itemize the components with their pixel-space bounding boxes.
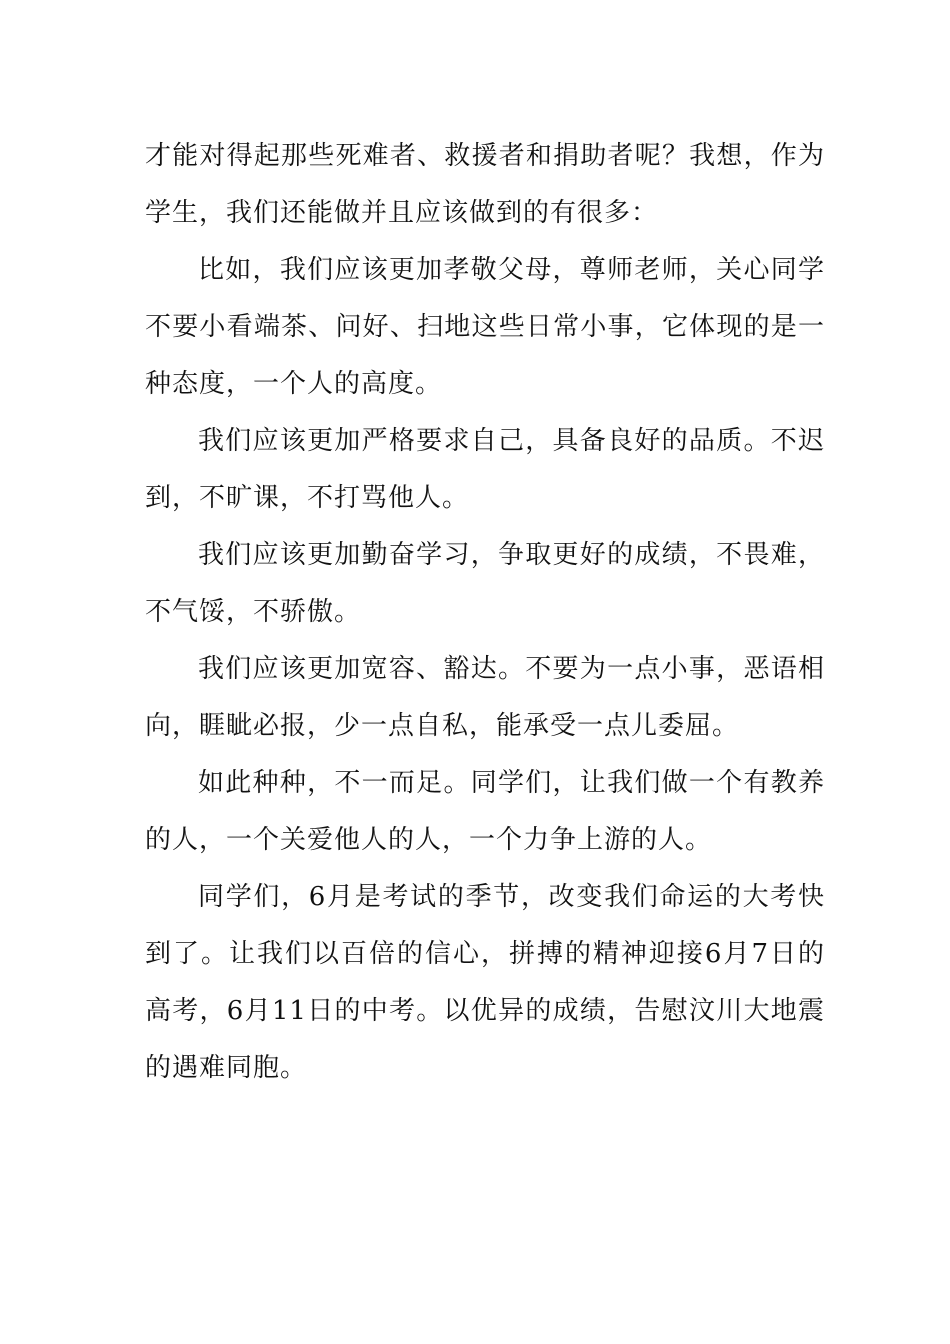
paragraph-exams: 同学们，6月是考试的季节，改变我们命运的大考快到了。让我们以百倍的信心，拼搏的精神迎接6月7日的高考，6月11日的中考。以优异的成绩，告慰汶川大地震的遇难同胞。 <box>145 882 825 1083</box>
paragraph-summary: 如此种种，不一而足。同学们，让我们做一个有教养的人，一个关爱他人的人，一个力争上游的人。 <box>145 768 825 855</box>
paragraph-tolerance: 我们应该更加宽容、豁达。不要为一点小事，恶语相向，睚眦必报，少一点自私，能承受一点儿委屈。 <box>145 654 825 741</box>
paragraph-diligent-study: 我们应该更加勤奋学习，争取更好的成绩，不畏难，不气馁，不骄傲。 <box>145 540 825 627</box>
paragraph-continuation: 才能对得起那些死难者、救援者和捐助者呢？我想，作为学生，我们还能做并且应该做到的有很多： <box>145 141 825 228</box>
paragraph-self-discipline: 我们应该更加严格要求自己，具备良好的品质。不迟到，不旷课，不打骂他人。 <box>145 426 825 513</box>
document-body <box>145 128 825 1097</box>
paragraph-respect-parents-teachers: 比如，我们应该更加孝敬父母，尊师老师，关心同学不要小看端茶、问好、扫地这些日常小事，它体现的是一种态度，一个人的高度。 <box>145 255 825 399</box>
